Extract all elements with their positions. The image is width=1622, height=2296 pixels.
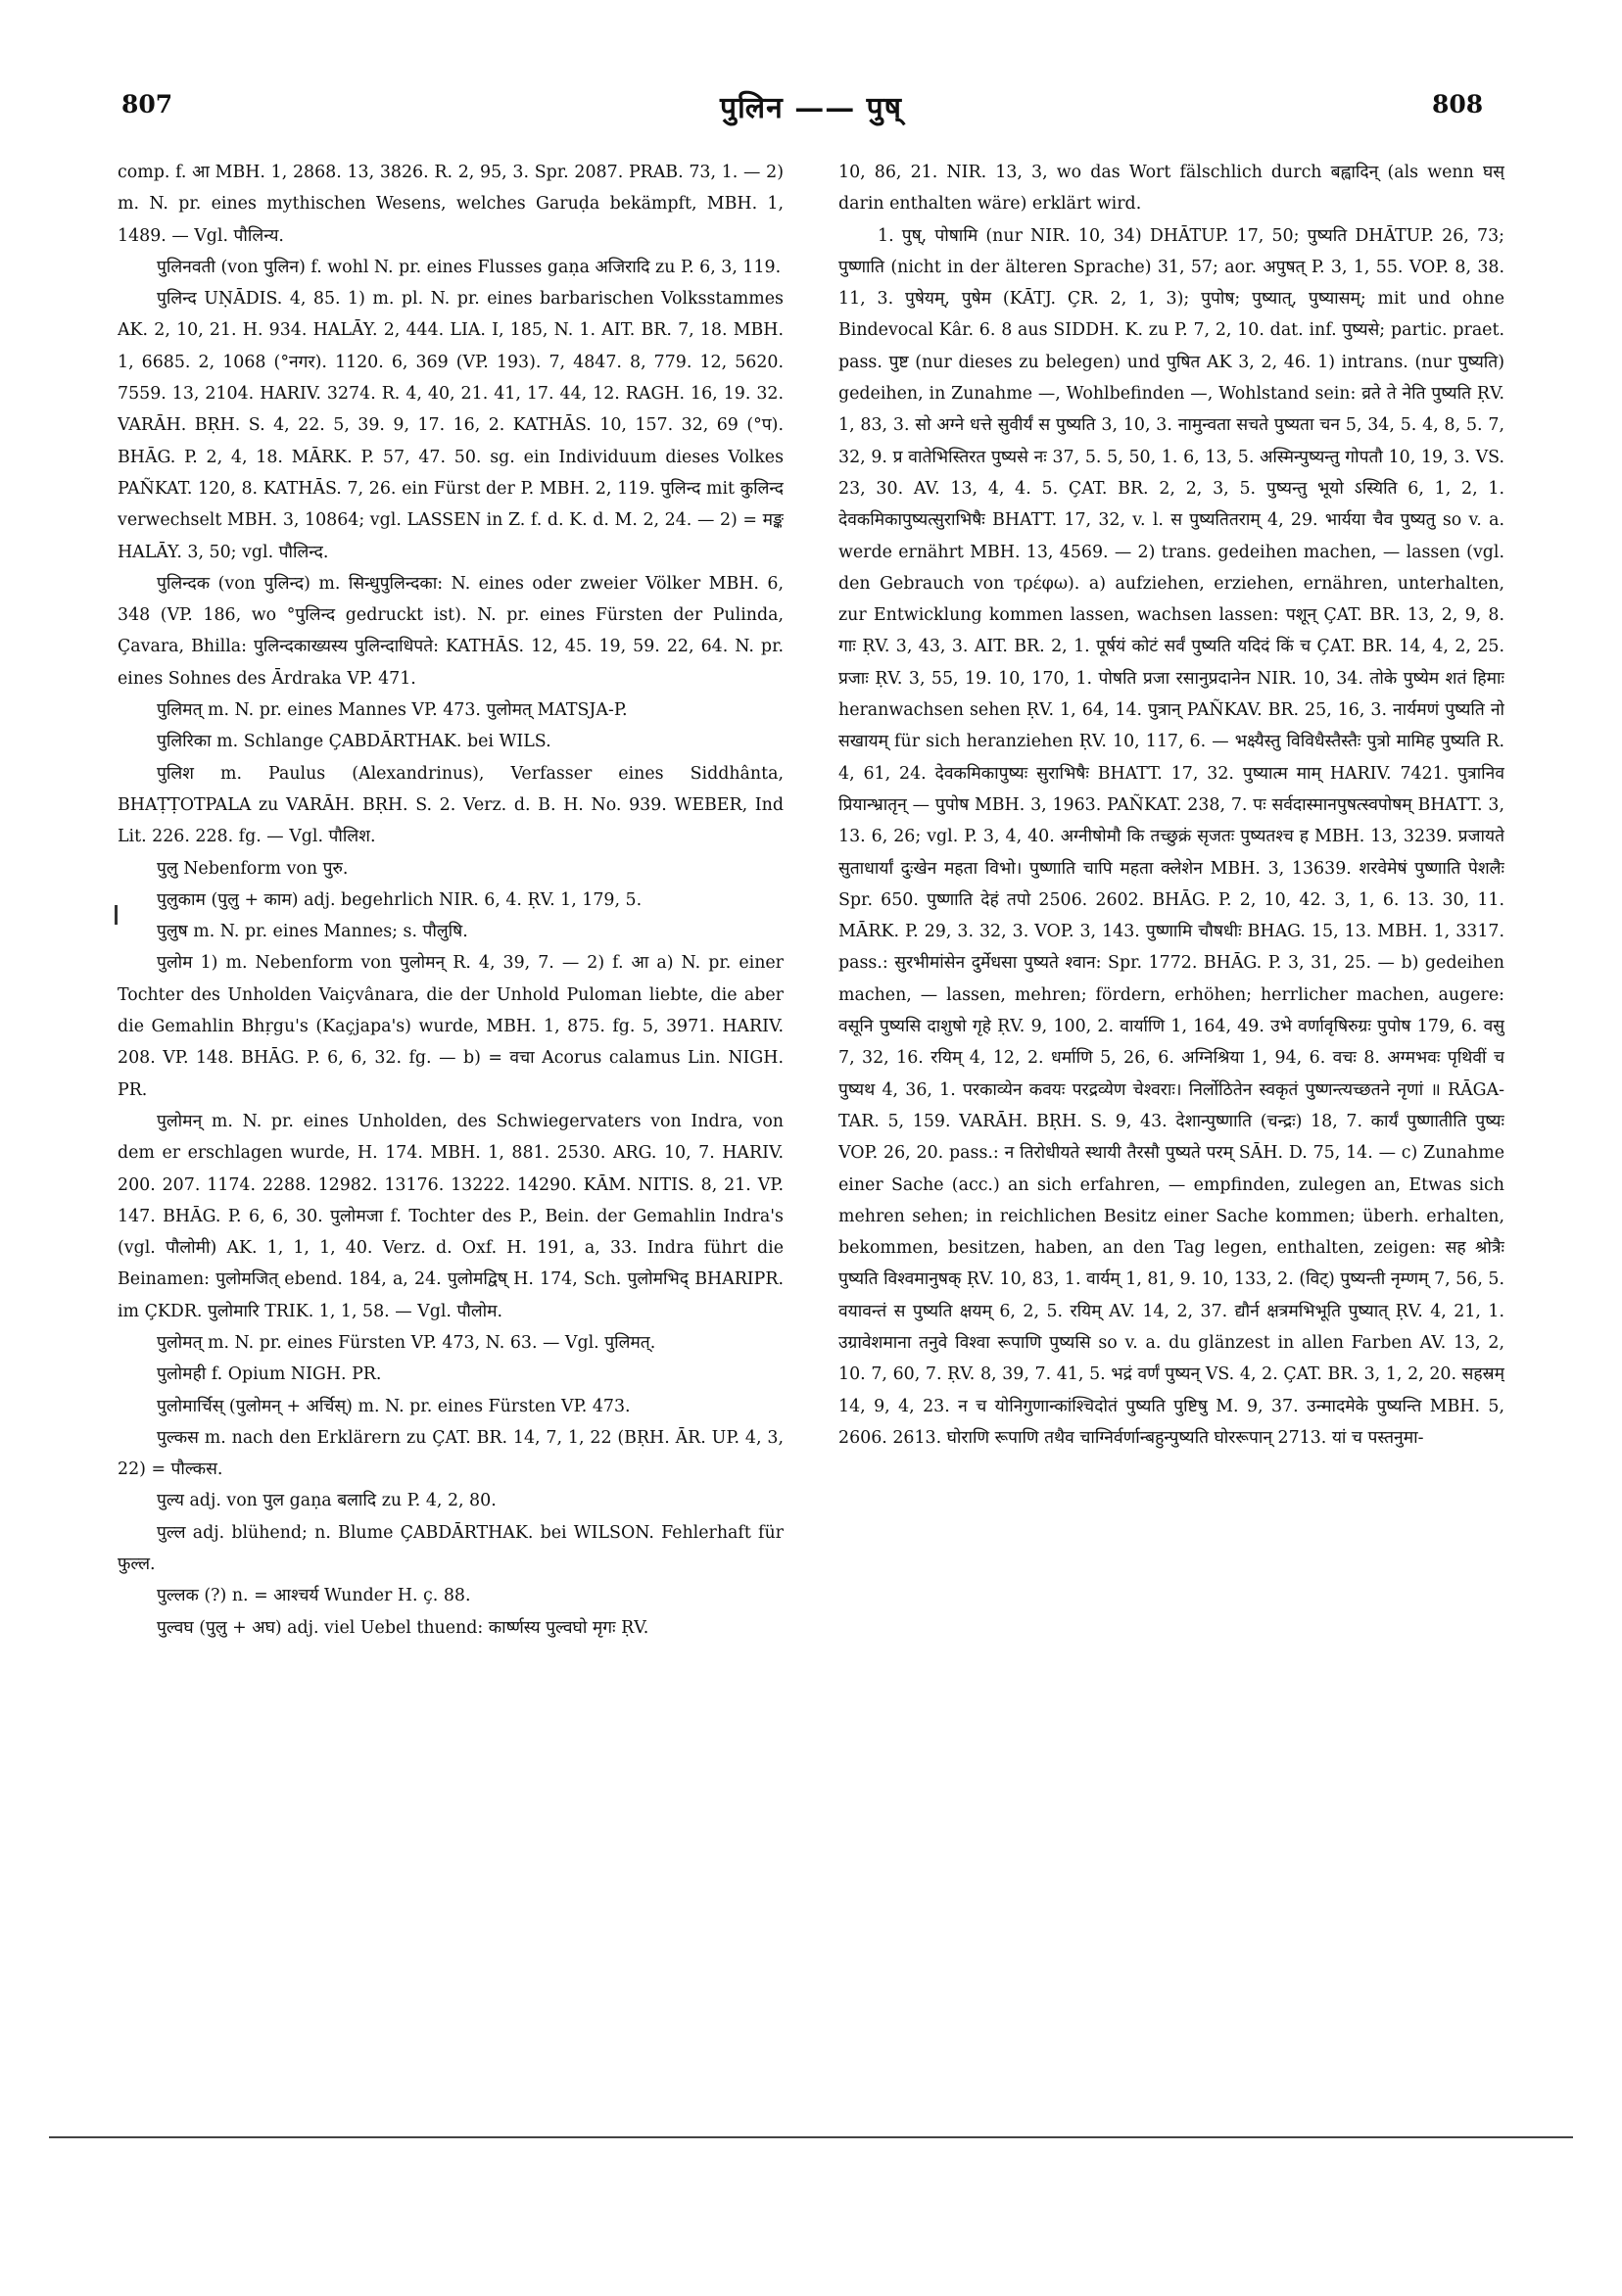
entry: पुलुष m. N. pr. eines Mannes; s. पौलुषि. <box>157 922 468 942</box>
entry: पुल्लक (?) n. = आश्चर्य Wunder H. ç. 88. <box>157 1586 471 1606</box>
entry: पुल्ल adj. blühend; n. Blume ÇABDĀRTHAK. bei WILSON. Fehlerhaft für फुल्ल. <box>118 1522 784 1575</box>
entry: पुलोमार्चिस् (पुलोमन् + अर्चिस्) m. N. pr. eines Fürsten VP. 473. <box>157 1396 631 1416</box>
page-number-left: 807 <box>121 90 173 119</box>
entry: पुलिन्द UṆĀDIS. 4, 85. 1) m. pl. N. pr. eines barbarischen Volksstammes AK. 2, 10, 21. H. 934. HALĀY. 2, 444. LIA. I, 185, N. 1. AIT. BR. 7, 18. MBH. 1, 6685. 2, 1068 (°नगर). 1120. 6, 369 (VP. 193). 7, 4847. 8, 779. 12, 5620. 7559. 13, 2104. HARIV. 3274. R. 4, 40, 21. 41, 17. 44, 12. RAGH. 16, 19. 32. VARĀH. BṚH. S. 4, 22. 5, 39. 9, 17. 16, 2. KATHĀS. 10, 157. 32, 69 (°प). BHĀG. P. 2, 4, 18. MĀRK. P. 57, 47. 50. sg. ein Individuum dieses Volkes PAÑKAT. 120, 8. KATHĀS. 7, 26. ein Fürst der P. MBH. 2, 119. पुलिन्द mit कुलिन्द verwechselt MBH. 3, 10864; vgl. LASSEN in Z. f. d. K. d. M. 2, 24. — 2) = मङ्क HALĀY. 3, 50; vgl. पौलिन्द. <box>118 289 784 562</box>
entry: पुलुकाम (पुलु + काम) adj. begehrlich NIR. 6, 4. ṚV. 1, 179, 5. <box>157 889 643 910</box>
entry: comp. f. आ MBH. 1, 2868. 13, 3826. R. 2, 95, 3. Spr. 2087. PRAB. 73, 1. — 2) m. N. pr. eines mythischen Wesens, welches Garuḍa bekämpft, MBH. 1, 1489. — Vgl. पौलिन्य. <box>118 163 784 246</box>
entry: पुलु Nebenform von पुरु. <box>157 858 349 879</box>
entry: पुल्कस m. nach den Erklärern zu ÇAT. BR. 14, 7, 1, 22 (BṚH. ĀR. UP. 4, 3, 22) = पौल्कस. <box>118 1427 784 1480</box>
entry: 10, 86, 21. NIR. 13, 3, wo das Wort fälschlich durch बह्वादिन् (als wenn घस् darin enthalten wäre) erklärt wird. <box>838 163 1504 215</box>
entry: पुल्वघ (पुलु + अघ) adj. viel Uebel thuend: कार्ष्णस्य पुल्वघो मृगः ṚV. <box>157 1617 649 1638</box>
entry: पुलिनवती (von पुलिन) f. wohl N. pr. eines Flusses gaṇa अजिरादि zu P. 6, 3, 119. <box>157 257 782 277</box>
left-column <box>118 157 784 2116</box>
entry: पुलोमत् m. N. pr. eines Fürsten VP. 473, N. 63. — Vgl. पुलिमत्. <box>157 1332 656 1353</box>
entry: पुलिमत् m. N. pr. eines Mannes VP. 473. पुलोमत् MATSJA-P. <box>157 700 628 721</box>
entry: पुलिन्दक (von पुलिन्द) m. सिन्धुपुलिन्दका: N. eines oder zweier Völker MBH. 6, 348 (VP. 186, wo °पुलिन्द gedruckt ist). N. pr. eines Fürsten der Pulinda, Çavara, Bhilla: पुलिन्दकाख्यस्य पुलिन्दाधिपते: KATHĀS. 12, 45. 19, 59. 22, 64. N. pr. eines Sohnes des Ārdraka VP. 471. <box>118 573 784 689</box>
bottom-rule <box>49 2136 1573 2138</box>
entry: पुलिश m. Paulus (Alexandrinus), Verfasser eines Siddhânta, BHAṬṬOTPALA zu VARĀH. BṚH. S. 2. Verz. d. B. H. No. 939. WEBER, Ind Lit. 226. 228. fg. — Vgl. पौलिश. <box>118 763 784 847</box>
right-column <box>838 157 1504 2116</box>
entry: पुलोमही f. Opium NIGH. PR. <box>157 1364 382 1385</box>
entry: पुलोमन् m. N. pr. eines Unholden, des Schwiegervaters von Indra, von dem er erschlagen wurde, H. 174. MBH. 1, 881. 2530. ARG. 10, 7. HARIV. 200. 207. 1174. 2288. 12982. 13176. 13222. 14290. KĀM. NITIS. 8, 21. VP. 147. BHĀG. P. 6, 6, 30. पुलोमजा f. Tochter des P., Bein. der Gemahlin Indra's (vgl. पौलोमी) AK. 1, 1, 1, 40. Verz. d. Oxf. H. 191, a, 33. Indra führt die Beinamen: पुलोमजित् ebend. 184, a, 24. पुलोमद्विष् H. 174, Sch. पुलोमभिद् BHARIPR. im ÇKDR. पुलोमारि TRIK. 1, 1, 58. — Vgl. पौलोम. <box>118 1111 784 1321</box>
entry: पुल्य adj. von पुल gaṇa बलादि zu P. 4, 2, 80. <box>157 1491 497 1511</box>
entry: पुलिरिका m. Schlange ÇABDĀRTHAK. bei WILS. <box>157 732 551 752</box>
entry: 1. पुष्, पोषामि (nur NIR. 10, 34) DHĀTUP. 17, 50; पुष्यति DHĀTUP. 26, 73; पुष्णाति (nicht in der älteren Sprache) 31, 57; aor. अपुषत् P. 3, 1, 55. VOP. 8, 38. 11, 3. पुषेयम्, पुषेम (KĀTJ. ÇR. 2, 1, 3); पुपोष; पुष्यात्, पुष्यासम्; mit und ohne Bindevocal Kâr. 6. 8 aus SIDDH. K. zu P. 7, 2, 10. dat. inf. पुष्यसे; partic. praet. pass. पुष्ट (nur dieses zu belegen) und पुषित AK 3, 2, 46. 1) intrans. (nur पुष्यति) gedeihen, in Zunahme —, Wohlbefinden —, Wohlstand sein: व्रते ते नेति पुष्यति ṚV. 1, 83, 3. सो अग्ने धत्ते सुवीर्यं स पुष्यति 3, 10, 3. नामुन्वता सचते पुष्यता चन 5, 34, 5. 4, 8, 5. 7, 32, 9. प्र वातेभिस्तिरत पुष्यसे नः 37, 5. 5, 50, 1. 6, 13, 5. अस्मिन्पुष्यन्तु गोपतौ 10, 19, 3. VS. 23, 30. AV. 13, 4, 4. 5. ÇAT. BR. 2, 2, 3, 5. पुष्यन्तु भूयो ऽस्यिति 6, 1, 2, 1. देवकमिकापुष्यत्सुराभिषैः BHATT. 17, 32, v. l. स पुष्यतितराम् 4, 29. भार्यया चैव पुष्यतु so v. a. werde ernährt MBH. 13, 4569. — 2) trans. gedeihen machen, — lassen (vgl. den Gebrauch von τρέφω). a) aufziehen, erziehen, ernähren, unterhalten, zur Entwicklung kommen lassen, wachsen lassen: पशून् ÇAT. BR. 13, 2, 9, 8. गाः ṚV. 3, 43, 3. AIT. BR. 2, 1. पूर्षयं कोटं सर्वं पुष्यति यदिदं किं च ÇAT. BR. 14, 4, 2, 25. प्रजाः ṚV. 3, 55, 19. 10, 170, 1. पोषति प्रजा रसानुप्रदानेन NIR. 10, 34. तोके पुष्येम शतं हिमाः heranwachsen sehen ṚV. 1, 64, 14. पुत्रान् PAÑKAV. BR. 25, 16, 3. नार्यमणं पुष्यति नो सखायम् für sich heranziehen ṚV. 10, 117, 6. — भक्ष्यैस्तु विविधैस्तैस्तैः पुत्रो मामिह पुष्यति R. 4, 61, 24. देवकमिकापुष्यः सुराभिषैः BHATT. 17, 32. पुष्यात्म माम् HARIV. 7421. पुत्रानिव प्रियान्भ्रातृन् — पुपोष MBH. 3, 1963. PAÑKAT. 238, 7. पः सर्वदास्मानपुषत्स्वपोषम् BHATT. 3, 13. 6, 26; vgl. P. 3, 4, 40. अग्नीषोमौ कि तच्छुक्रं सृजतः पुष्यतश्च ह MBH. 13, 3239. प्रजायते सुताधार्यां दुःखेन महता विभो। पुष्णाति चापि महता क्लेशेन MBH. 3, 13639. शरवेमेषं पुष्णाति पेशलैः Spr. 650. पुष्णाति देहं तपो 2506. 2602. BHĀG. P. 2, 10, 42. 3, 1, 6. 13. 30, 11. MĀRK. P. 29, 3. 32, 3. VOP. 3, 143. पुष्णामि चौषधीः BHAG. 15, 13. MBH. 1, 3317. pass.: सुरभीमांसेन दुर्मेधसा पुष्यते श्वान: Spr. 1772. BHĀG. P. 3, 31, 25. — b) gedeihen machen, — lassen, mehren; fördern, erhöhen; herrlicher machen, augere: वसूनि पुष्यसि दाशुषो गृहे ṚV. 9, 100, 2. वार्याणि 1, 164, 49. उभे वर्णावृषिरुग्रः पुपोष 179, 6. वसु 7, 32, 16. रयिम् 4, 12, 2. धर्माणि 5, 26, 6. अग्निश्रिया 1, 94, 6. वचः 8. अग्मभवः पृथिवीं च पुष्यथ 4, 36, 1. परकाव्येन कवयः परद्रव्येण चेश्वराः। निर्लोठितेन स्वकृतं पुष्णन्त्यच्छतने नृणां ॥ RĀGA-TAR. 5, 159. VARĀH. BṚH. S. 9, 43. देशान्पुष्णाति (चन्द्रः) 18, 7. कार्यं पुष्णातीति पुष्यः VOP. 26, 20. pass.: न तिरोधीयते स्थायी तैरसौ पुष्यते परम् SĀH. D. 75, 14. — c) Zunahme einer Sache (acc.) an sich erfahren, — empfinden, zulegen an, Etwas sich mehren sehen; in reichlichen Besitz einer Sache kommen; überh. erhalten, bekommen, besitzen, haben, an den Tag legen, enthalten, zeigen: सह श्रोत्रैः पुष्यति विश्वमानुषक् ṚV. 10, 83, 1. वार्यम् 1, 81, 9. 10, 133, 2. (विट्) पुष्यन्ती नृम्णम् 7, 56, 5. वयावन्तं स पुष्यति क्षयम् 6, 2, 5. रयिम् AV. 14, 2, 37. द्यौर्न क्षत्रमभिभूति पुष्यात् ṚV. 4, 21, 1. उग्रावेशमाना तनुवे विश्वा रूपाणि पुष्यसि so v. a. du glänzest in allen Farben AV. 13, 2, 10. 7, 60, 7. ṚV. 8, 39, 7. 41, 5. भद्रं वर्णं पुष्यन् VS. 4, 2. ÇAT. BR. 3, 1, 2, 20. सहस्रम् 14, 9, 4, 23. न च योनिगुणान्कांश्चिदोतं पुष्यति पुष्टिषु M. 9, 37. उन्मादमेके पुष्यन्ति MBH. 5, 2606. 2613. घोराणि रूपाणि तथैव चाग्निर्वर्णान्बहुन्पुष्यति घोररूपान् 2713. यां च पस्तनुमा- <box>838 225 1504 1448</box>
page-number-right: 808 <box>1432 90 1484 119</box>
entry: पुलोम 1) m. Nebenform von पुलोमन् R. 4, 39, 7. — 2) f. आ a) N. pr. einer Tochter des Unholden Vaiçvânara, die der Unhold Puloman liebte, die aber die Gemahlin Bhṛgu's (Kaçjapa's) wurde, MBH. 1, 875. fg. 5, 3971. HARIV. 208. VP. 148. BHĀG. P. 6, 6, 32. fg. — b) = वचा Acorus calamus Lin. NIGH. PR. <box>118 953 784 1100</box>
running-head: पुलिन —— पुष् <box>719 91 903 125</box>
